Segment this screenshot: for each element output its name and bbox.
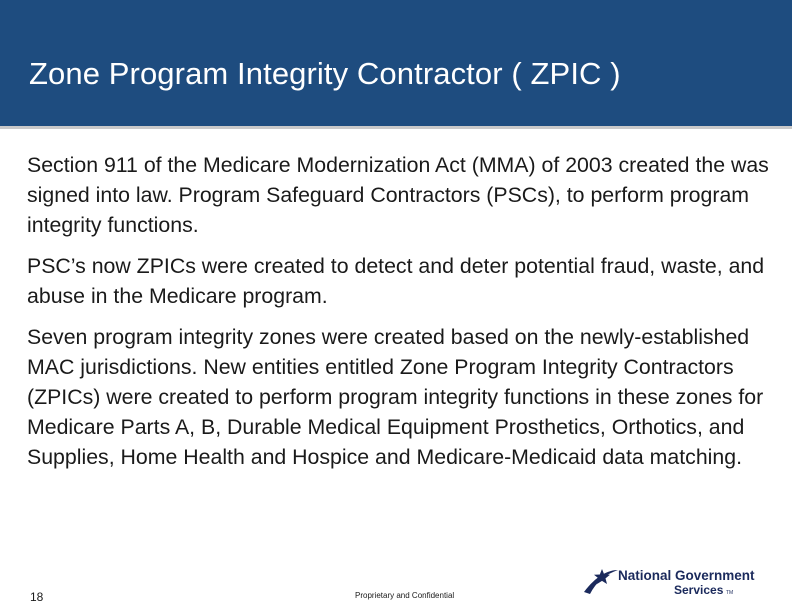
logo-line-1: National Government bbox=[618, 568, 755, 583]
logo-trademark: TM bbox=[726, 590, 734, 596]
body-paragraph-3: Seven program integrity zones were created based on the newly-established MAC jurisdictions. New entities entitled Zone Program Integrity Contractors (ZPICs) were created to perform program integrity functions in these zones for Medicare Parts A, B, Durable Medical Equipment Prosthetics, Orthotics, and Supplies, Home Health and Hospice and Medicare-Medicaid data matching. bbox=[27, 325, 764, 469]
national-government-services-logo bbox=[582, 558, 792, 602]
footer-confidential: Proprietary and Confidential bbox=[355, 591, 455, 600]
logo-line-2: Services bbox=[674, 583, 724, 597]
title-divider bbox=[0, 126, 792, 129]
page-number: 18 bbox=[30, 590, 44, 604]
slide-title: Zone Program Integrity Contractor ( ZPIC ) bbox=[29, 56, 621, 91]
slide-body bbox=[27, 150, 775, 483]
body-paragraph-2: PSC’s now ZPICs were created to detect and deter potential fraud, waste, and abuse in the Medicare program. bbox=[27, 254, 765, 308]
body-paragraph-1: Section 911 of the Medicare Modernization Act (MMA) of 2003 created the was signed into law. Program Safeguard Contractors (PSCs), to perform program integrity functions. bbox=[27, 153, 769, 237]
